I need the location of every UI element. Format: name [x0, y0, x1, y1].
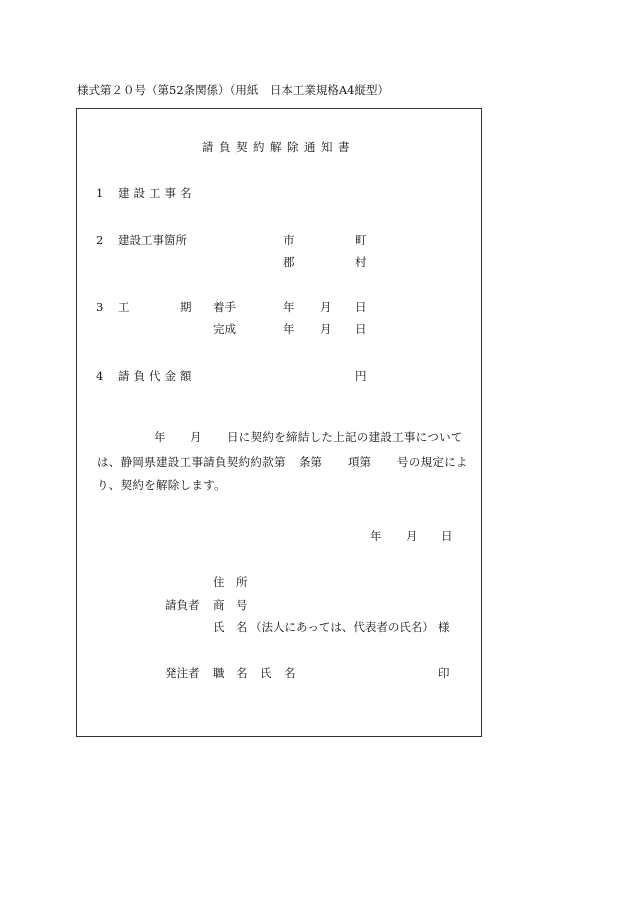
item1-number: 1 [96, 186, 104, 200]
item3-end-label: 完成 [213, 322, 236, 336]
notice-date-year: 年 [370, 529, 382, 543]
item3-number: 3 [96, 300, 104, 314]
item4-yen: 円 [355, 369, 367, 383]
item2-village: 村 [355, 255, 367, 269]
item3-start-day: 日 [355, 300, 367, 314]
item3-end-year: 年 [283, 322, 295, 336]
item2-number: 2 [96, 233, 104, 247]
orderer-label: 発注者 [165, 666, 200, 680]
item4-label: 請負代金額 [118, 369, 196, 383]
body-line3: り、契約を解除します。 [97, 478, 226, 492]
contractor-address-label: 住 所 [213, 575, 248, 589]
item3-start-month: 月 [320, 300, 332, 314]
notice-date-month: 月 [406, 529, 418, 543]
body-line2-section: 条第 [299, 455, 322, 469]
item3-start-year: 年 [283, 300, 295, 314]
contractor-trade-label: 商 号 [213, 598, 248, 612]
item2-county: 郡 [283, 255, 295, 269]
contractor-name-note: （法人にあっては、代表者の氏名） [250, 620, 434, 634]
form-header: 様式第２０号（第52条関係）（用紙 日本工業規格A4縦型） [77, 83, 390, 97]
item2-label: 建設工事箇所 [118, 233, 187, 247]
form-frame [76, 108, 482, 737]
body-line2-number: 号の規定によ [397, 455, 468, 469]
item1-label: 建設工事名 [118, 186, 196, 200]
item2-city: 市 [283, 233, 295, 247]
orderer-surname: 氏 [260, 666, 272, 680]
orderer-given-name: 名 [284, 666, 296, 680]
orderer-position-name: 名 [236, 666, 248, 680]
body-line1-text: 日に契約を締結した上記の建設工事について [227, 430, 463, 444]
notice-date-day: 日 [441, 529, 453, 543]
contractor-label: 請負者 [165, 598, 200, 612]
contractor-name-label: 氏 名 [213, 620, 248, 634]
seal-mark: 印 [438, 666, 450, 680]
item3-label-b: 期 [180, 300, 192, 314]
item4-number: 4 [96, 369, 104, 383]
item3-label-a: 工 [118, 300, 130, 314]
document-title: 請負契約解除通知書 [202, 140, 355, 154]
contractor-honorific: 様 [438, 620, 450, 634]
body-line1-month: 月 [190, 430, 202, 444]
body-line2-clause: 項第 [348, 455, 371, 469]
orderer-position-label: 職 [213, 666, 225, 680]
item3-start-label: 着手 [213, 300, 236, 314]
item3-end-day: 日 [355, 322, 367, 336]
item3-end-month: 月 [320, 322, 332, 336]
body-line1-year: 年 [154, 430, 166, 444]
item2-town: 町 [355, 233, 367, 247]
body-line2-article: は、静岡県建設工事請負契約約款第 [97, 455, 286, 469]
